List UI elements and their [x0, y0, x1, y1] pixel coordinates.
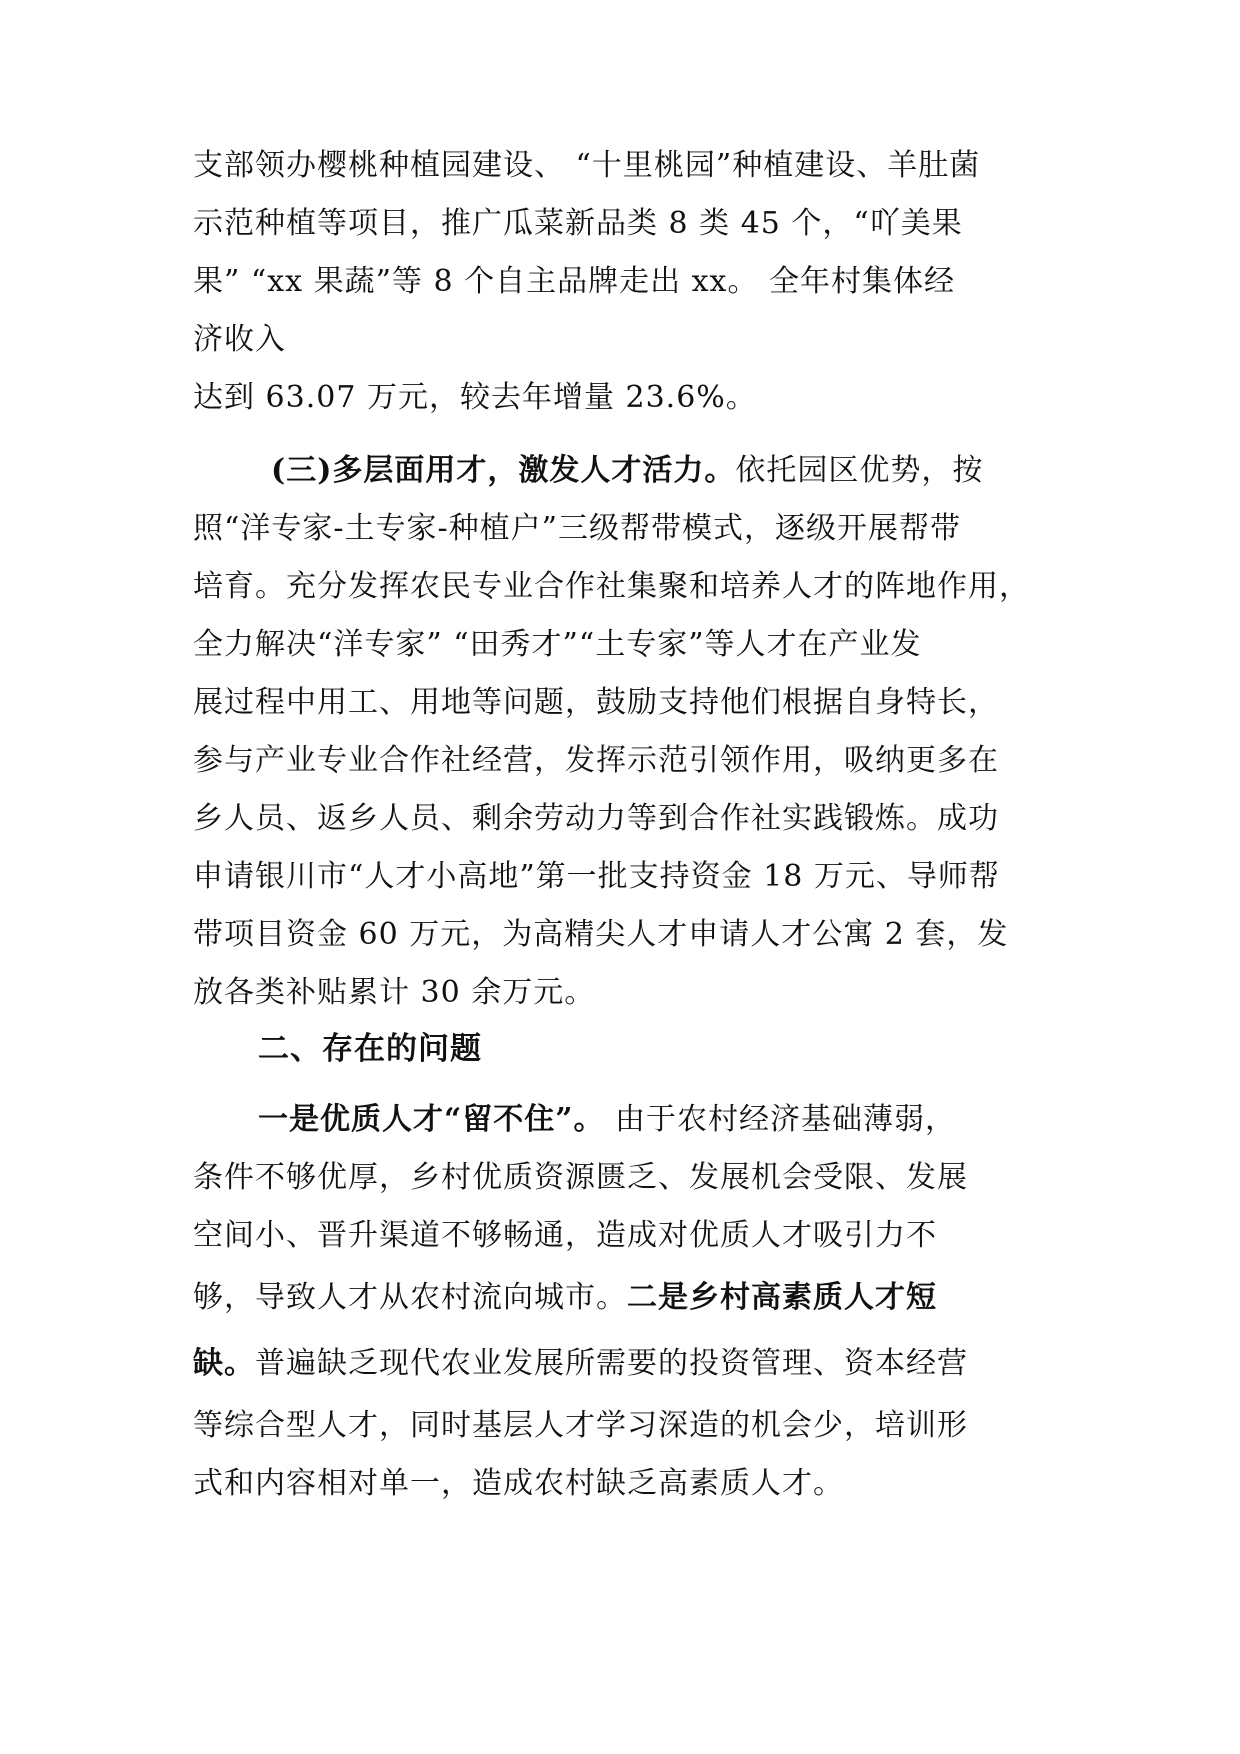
text-line: 达到 63.07 万元，较去年增量 23.6%。: [193, 380, 757, 415]
text-line: 申请银川市“人才小高地”第一批支持资金 18 万元、导师帮: [193, 859, 1000, 894]
text-line: 培育。充分发挥农民专业合作社集聚和培养人才的阵地作用，: [193, 569, 1030, 604]
text-line: [193, 1091, 1073, 1149]
text-line: 果” “xx 果蔬”等 8 个自主品牌走出 xx。 全年村集体经: [193, 264, 955, 299]
text-run: 普遍缺乏现代农业发展所需要的投资管理、资本经营: [255, 1346, 968, 1381]
text-run: 依托园区优势，按: [735, 453, 984, 488]
text-run: 由于农村经济基础薄弱，: [604, 1102, 957, 1137]
text-line: 全力解决“洋专家” “田秀才”“土专家”等人才在产业发: [193, 627, 922, 662]
text-line: 照“洋专家-土专家-种植户”三级帮带模式，逐级开展帮带: [193, 511, 961, 546]
problem-one-heading: 一是优质人才“留不住”。: [258, 1102, 605, 1137]
paragraph-problems: [193, 1091, 1073, 1513]
text-line: 等综合型人才，同时基层人才学习深造的机会少，培训形: [193, 1408, 968, 1443]
text-line: 式和内容相对单一，造成农村缺乏高素质人才。: [193, 1466, 844, 1501]
text-line: 条件不够优厚，乡村优质资源匮乏、发展机会受限、发展: [193, 1160, 968, 1195]
text-line: [193, 1265, 1073, 1331]
text-line: 带项目资金 60 万元，为高精尖人才申请人才公寓 2 套，发: [193, 917, 1009, 952]
problem-two-heading-end: 缺。: [193, 1346, 255, 1381]
section-heading: 二、存在的问题: [258, 1031, 482, 1067]
problem-two-heading: 二是乡村高素质人才短: [627, 1280, 937, 1315]
text-line: 示范种植等项目，推广瓜菜新品类 8 类 45 个，“吖美果: [193, 206, 963, 241]
text-line: 济收入: [193, 322, 286, 357]
text-line: 展过程中用工、用地等问题，鼓励支持他们根据自身特长，: [193, 685, 999, 720]
text-line: 放各类补贴累计 30 余万元。: [193, 975, 596, 1010]
paragraph-collective-economy: [193, 137, 1073, 427]
paragraph-lead-heading: (三)多层面用才，激发人才活力。: [271, 453, 736, 488]
text-line: 支部领办樱桃种植园建设、 “十里桃园”种植建设、羊肚菌: [193, 148, 981, 183]
text-line: 乡人员、返乡人员、剩余劳动力等到合作社实践锻炼。成功: [193, 801, 999, 836]
section-heading-block: [193, 1020, 1073, 1078]
text-line: 空间小、晋升渠道不够畅通，造成对优质人才吸引力不: [193, 1218, 937, 1253]
paragraph-talent-use: [193, 442, 1073, 1022]
text-run: 够，导致人才从农村流向城市。: [193, 1280, 627, 1315]
text-line: 参与产业专业合作社经营，发挥示范引领作用，吸纳更多在: [193, 743, 999, 778]
text-line: [193, 442, 1073, 500]
text-line: [193, 1331, 1073, 1397]
